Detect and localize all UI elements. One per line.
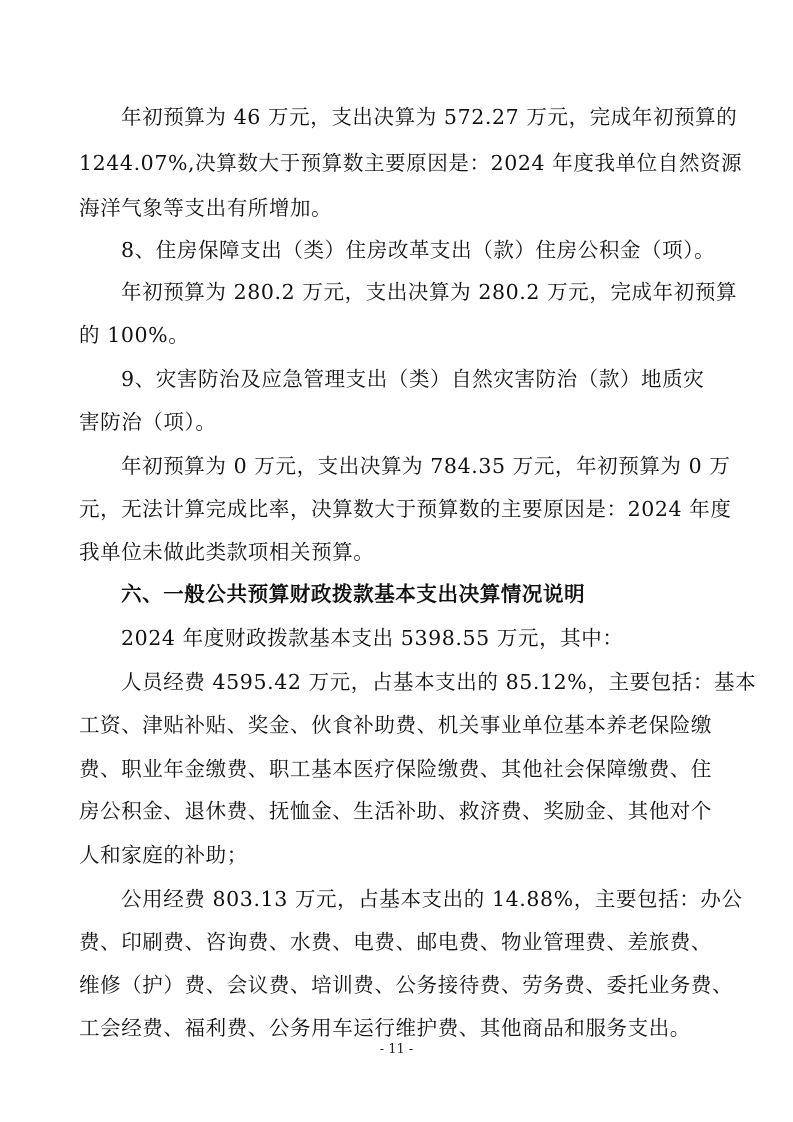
paragraph-line: 维修（护）费、会议费、培训费、公务接待费、劳务费、委托业务费、: [79, 973, 734, 997]
paragraph-line: 人和家庭的补助；: [79, 843, 248, 867]
section-item-8: 8、住房保障支出（类）住房改革支出（款）住房公积金（项）。: [121, 238, 716, 262]
paragraph-line: 费、印刷费、咨询费、水费、电费、邮电费、物业管理费、差旅费、: [79, 930, 712, 954]
paragraph-line: 年初预算为 280.2 万元，支出决算为 280.2 万元，完成年初预算: [121, 280, 738, 304]
section-heading: 六、一般公共预算财政拨款基本支出决算情况说明: [121, 582, 586, 606]
paragraph-line: 我单位未做此类款项相关预算。: [79, 540, 375, 564]
paragraph-line: 工会经费、福利费、公务用车运行维护费、其他商品和服务支出。: [79, 1016, 691, 1040]
paragraph-line: 的 100%。: [79, 323, 190, 347]
paragraph-line: 害防治（项）。: [79, 410, 217, 434]
paragraph-line: 年初预算为 46 万元，支出决算为 572.27 万元，完成年初预算的: [121, 105, 738, 129]
section-item-9: 9、灾害防治及应急管理支出（类）自然灾害防治（款）地质灾: [121, 367, 705, 391]
paragraph-line: 海洋气象等支出有所增加。: [79, 196, 333, 220]
paragraph-line: 公用经费 803.13 万元，占基本支出的 14.88%，主要包括：办公: [121, 887, 743, 911]
paragraph-line: 1244.07%,决算数大于预算数主要原因是：2024 年度我单位自然资源: [79, 151, 743, 175]
paragraph-line: 工资、津贴补贴、奖金、伙食补助费、机关事业单位基本养老保险缴: [79, 713, 712, 737]
paragraph-line: 房公积金、退休费、抚恤金、生活补助、救济费、奖励金、其他对个: [79, 799, 712, 823]
page-number: - 11 -: [379, 1042, 414, 1057]
paragraph-line: 元，无法计算完成比率，决算数大于预算数的主要原因是：2024 年度: [79, 497, 732, 521]
paragraph-line: 2024 年度财政拨款基本支出 5398.55 万元，其中：: [121, 626, 624, 650]
paragraph-line: 费、职业年金缴费、职工基本医疗保险缴费、其他社会保障缴费、住: [79, 757, 712, 781]
paragraph-line: 年初预算为 0 万元，支出决算为 784.35 万元，年初预算为 0 万: [121, 454, 731, 478]
paragraph-line: 人员经费 4595.42 万元，占基本支出的 85.12%，主要包括：基本: [121, 670, 757, 694]
